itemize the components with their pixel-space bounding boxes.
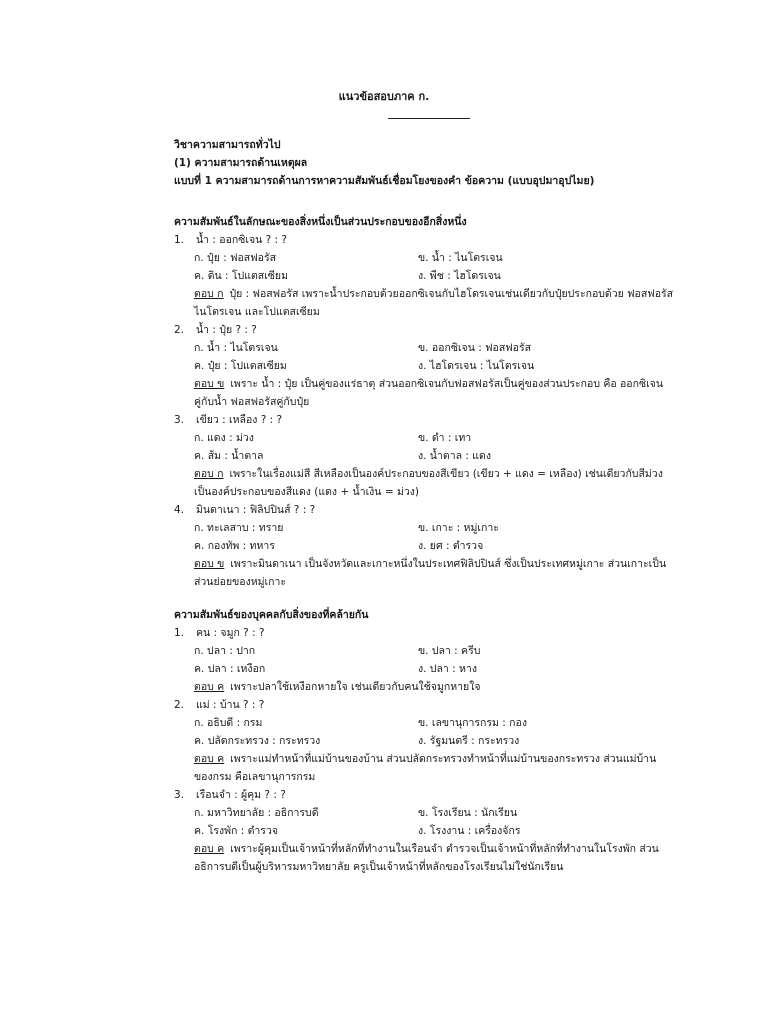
question: [174, 501, 694, 519]
option-item: ค. ปลัดกระทรวง : กระทรวง: [194, 735, 321, 747]
option-item: ง. ปลา : หาง: [418, 663, 477, 675]
answer-block: [174, 375, 694, 411]
options-row: [194, 732, 694, 750]
option-item: ก. อธิบดี : กรม: [194, 717, 263, 729]
options-grid: [174, 519, 694, 555]
answer-line: [194, 285, 694, 303]
option-item: ข. โรงเรียน : นักเรียน: [418, 807, 518, 819]
answer-text: คู่กับน้ำ ฟอสฟอรัสคู่กับปุ๋ย: [194, 396, 310, 408]
answer-line: [194, 303, 694, 321]
question-list: [174, 231, 694, 591]
options-row: [194, 537, 694, 555]
subject-heading: วิชาความสามารถทั่วไป: [174, 139, 281, 151]
question-text: คน : จมูก ? : ?: [196, 627, 265, 639]
options-row: [194, 249, 694, 267]
section-heading: ความสัมพันธ์ของบุคคลกับสิ่งของที่คล้ายกัน: [174, 609, 369, 621]
option-item: ก. แดง : ม่วง: [194, 432, 254, 444]
question-text: แม่ : บ้าน ? : ?: [196, 699, 265, 711]
answer-line: [194, 750, 694, 768]
answer-line: [194, 678, 694, 696]
answer-text: เพราะแม่ทำหน้าที่แม่บ้านของบ้าน ส่วนปลัดกระทรวงทำหน้าที่แม่บ้านของกระทรวง ส่วนแม่บ้าน: [230, 753, 657, 765]
page-title: แนวข้อสอบภาค ก.: [338, 90, 430, 103]
question: [174, 786, 694, 804]
answer-line: [194, 483, 694, 501]
options-row: [194, 339, 694, 357]
question-number: 4.: [174, 504, 185, 516]
answer-block: [174, 285, 694, 321]
answer-text: เพราะในเรื่องแม่สี สีเหลืองเป็นองค์ประกอบของสีเขียว (เขียว + แดง = เหลือง) เช่นเดียวกับสีม่วง: [229, 468, 663, 480]
answer-line: [194, 375, 694, 393]
answer-text: เพราะ น้ำ : ปุ๋ย เป็นคู่ของแร่ธาตุ ส่วนออกซิเจนกับฟอสฟอรัสเป็นคู่ของส่วนประกอบ คือ ออกซิเจน: [230, 378, 664, 390]
question-number: 3.: [174, 789, 185, 801]
answer-label: ตอบ ข: [194, 558, 225, 570]
question: [174, 624, 694, 642]
answer-block: [174, 678, 694, 696]
options-row: [194, 642, 694, 660]
options-row: [194, 804, 694, 822]
option-item: ค. กองทัพ : ทหาร: [194, 540, 275, 552]
options-row: [194, 429, 694, 447]
question-text: เรือนจำ : ผู้คุม ? : ?: [196, 789, 286, 801]
option-item: ข. น้ำ : ไนโตรเจน: [418, 252, 503, 264]
answer-line: [194, 465, 694, 483]
answer-line: [194, 393, 694, 411]
option-item: ก. มหาวิทยาลัย : อธิการบดี: [194, 807, 319, 819]
option-item: ง. น้ำตาล : แดง: [418, 450, 491, 462]
options-grid: [174, 714, 694, 750]
answer-line: [194, 573, 694, 591]
answer-label: ตอบ ค: [194, 843, 225, 855]
options-row: [194, 357, 694, 375]
question-text: มินดาเนา : ฟิลิปปินส์ ? : ?: [196, 504, 316, 516]
answer-text: เพราะผู้คุมเป็นเจ้าหน้าที่หลักที่ทำงานในเรือนจำ ตำรวจเป็นเจ้าหน้าที่หลักที่ทำงานในโรงพัก ส่วน: [230, 843, 659, 855]
question: [174, 411, 694, 429]
answer-label: ตอบ ก: [194, 288, 224, 300]
question: [174, 696, 694, 714]
type-heading: แบบที่ 1 ความสามารถด้านการหาความสัมพันธ์เชื่อมโยงของคำ ข้อความ (แบบอุปมาอุปไมย): [174, 175, 595, 187]
option-item: ก. น้ำ : ไนโตรเจน: [194, 342, 278, 354]
answer-text: อธิการบดีเป็นผู้บริหารมหาวิทยาลัย ครูเป็นเจ้าหน้าที่หลักของโรงเรียนไม่ใช่นักเรียน: [194, 861, 564, 873]
options-grid: [174, 429, 694, 465]
answer-text: ส่วนย่อยของหมู่เกาะ: [194, 576, 287, 588]
option-item: ค. ดิน : โปแตสเซียม: [194, 270, 288, 282]
option-item: ง. ยศ : ตำรวจ: [418, 540, 484, 552]
answer-text: เพราะมินดาเนา เป็นจังหวัดและเกาะหนึ่งในประเทศฟิลิปปินส์ ซึ่งเป็นประเทศหมู่เกาะ ส่วนเกาะเป็น: [230, 558, 667, 570]
option-item: ข. เกาะ : หมู่เกาะ: [418, 522, 499, 534]
options-grid: [174, 642, 694, 678]
answer-line: [194, 840, 694, 858]
answer-block: [174, 465, 694, 501]
answer-line: [194, 555, 694, 573]
question-text: เขียว : เหลือง ? : ?: [196, 414, 283, 426]
option-item: ก. ปลา : ปาก: [194, 645, 256, 657]
answer-line: [194, 768, 694, 786]
option-item: ค. โรงพัก : ตำรวจ: [194, 825, 278, 837]
answer-text: ของกรม คือเลขานุการกรม: [194, 771, 316, 783]
option-item: ง. โรงงาน : เครื่องจักร: [418, 825, 521, 837]
option-item: ง. พืช : ไฮโดรเจน: [418, 270, 501, 282]
document-header: [174, 136, 594, 190]
option-item: ข. เลขานุการกรม : กอง: [418, 717, 527, 729]
answer-block: [174, 555, 694, 591]
answer-label: ตอบ ค: [194, 681, 225, 693]
question-number: 1.: [174, 627, 185, 639]
question-number: 2.: [174, 324, 185, 336]
question-text: น้ำ : ออกซิเจน ? : ?: [196, 234, 287, 246]
options-grid: [174, 339, 694, 375]
options-row: [194, 447, 694, 465]
option-item: ข. ปลา : ครีบ: [418, 645, 481, 657]
option-item: ก. ทะเลสาบ : ทราย: [194, 522, 284, 534]
question-text: น้ำ : ปุ๋ย ? : ?: [196, 324, 257, 336]
option-item: ก. ปุ๋ย : ฟอสฟอรัส: [194, 252, 277, 264]
option-item: ค. ส้ม : น้ำตาล: [194, 450, 264, 462]
option-item: ข. ดำ : เทา: [418, 432, 472, 444]
question-number: 2.: [174, 699, 185, 711]
answer-line: [194, 858, 694, 876]
answer-text: ปุ๋ย : ฟอสฟอรัส เพราะน้ำประกอบด้วยออกซิเจนกับไฮโดรเจนเช่นเดียวกับปุ๋ยประกอบด้วย ฟอสฟอรัส: [229, 288, 674, 300]
question-number: 1.: [174, 234, 185, 246]
options-row: [194, 519, 694, 537]
option-item: ง. ไฮโดรเจน : ไนโตรเจน: [418, 360, 535, 372]
options-grid: [174, 804, 694, 840]
answer-text: เพราะปลาใช้เหงือกหายใจ เช่นเดียวกับคนใช้จมูกหายใจ: [230, 681, 481, 693]
options-row: [194, 714, 694, 732]
question-list: [174, 624, 694, 876]
question-number: 3.: [174, 414, 185, 426]
answer-block: [174, 840, 694, 876]
answer-block: [174, 750, 694, 786]
answer-text: ไนโตรเจน และโปแตสเซียม: [194, 306, 320, 318]
question: [174, 321, 694, 339]
part-heading: (1) ความสามารถด้านเหตุผล: [174, 157, 308, 169]
question: [174, 231, 694, 249]
options-row: [194, 822, 694, 840]
answer-label: ตอบ ค: [194, 753, 225, 765]
option-item: ค. ปุ๋ย : โปแตสเซียม: [194, 360, 287, 372]
title-underline: [388, 118, 470, 119]
section-heading: ความสัมพันธ์ในลักษณะของสิ่งหนึ่งเป็นส่วนประกอบของอีกสิ่งหนึ่ง: [174, 216, 467, 228]
options-row: [194, 660, 694, 678]
option-item: ข. ออกซิเจน : ฟอสฟอรัส: [418, 342, 532, 354]
options-row: [194, 267, 694, 285]
option-item: ค. ปลา : เหงือก: [194, 663, 266, 675]
answer-label: ตอบ ข: [194, 378, 225, 390]
answer-label: ตอบ ก: [194, 468, 224, 480]
option-item: ง. รัฐมนตรี : กระทรวง: [418, 735, 520, 747]
answer-text: เป็นองค์ประกอบของสีแดง (แดง + น้ำเงิน = ม่วง): [194, 486, 419, 498]
options-grid: [174, 249, 694, 285]
